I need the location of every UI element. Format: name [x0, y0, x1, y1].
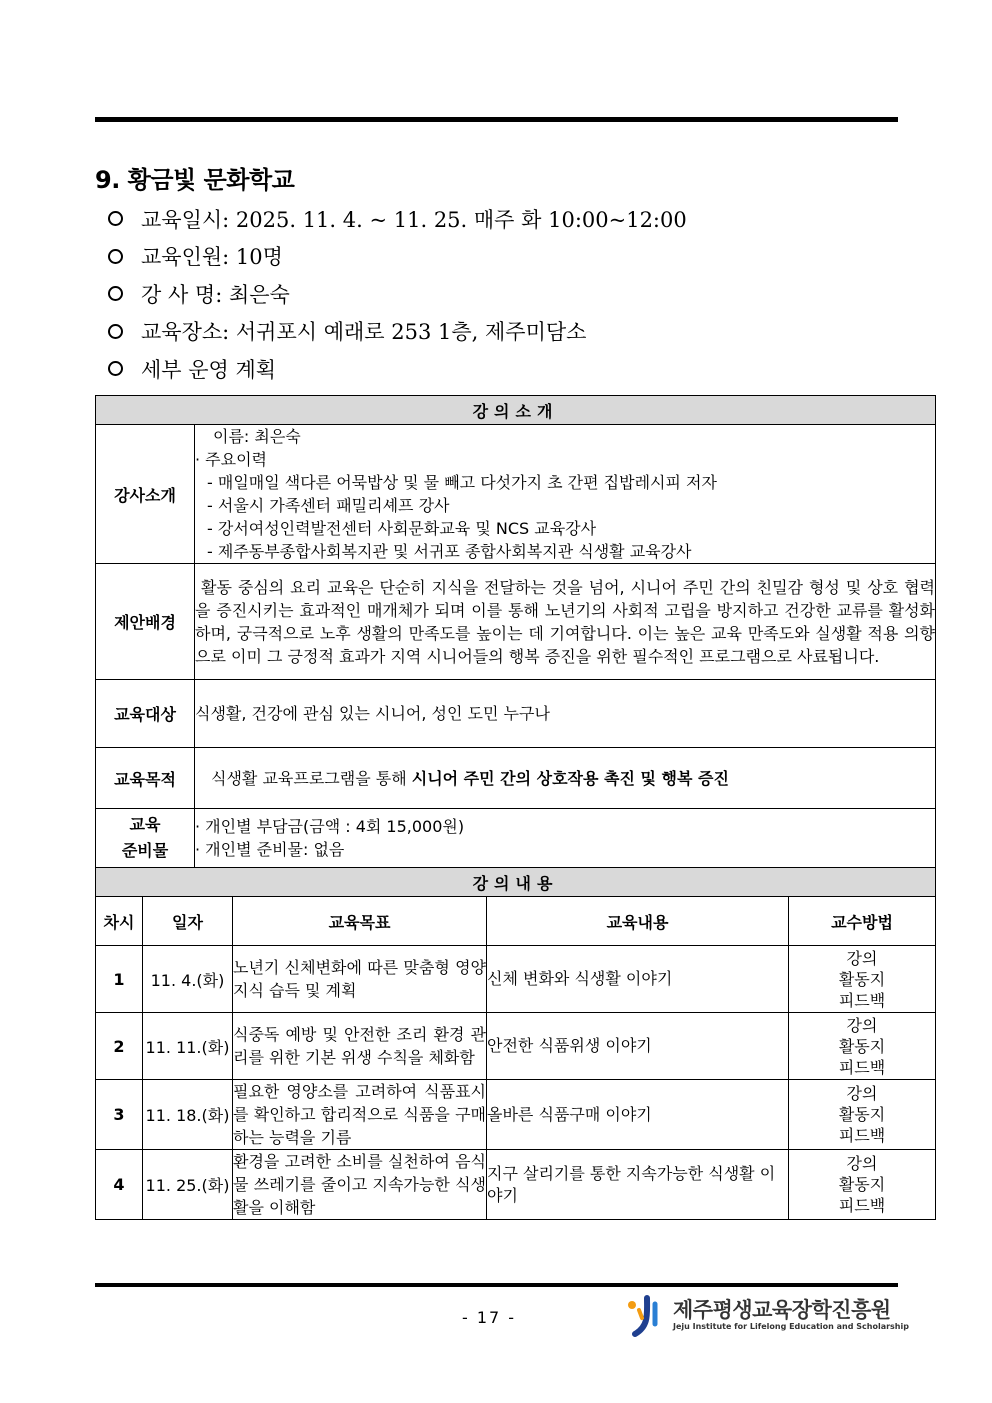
session-methods	[789, 1013, 936, 1080]
materials-list	[195, 809, 936, 868]
materials-label-line1: 교육	[129, 815, 161, 834]
session-methods	[789, 1080, 936, 1150]
header-rule	[95, 117, 898, 122]
materials-item: · 개인별 부담금(금액 : 4회 15,000원)	[195, 817, 465, 836]
session-objective: 노년기 신체변화에 따른 맞춤형 영양지식 습득 및 계획	[233, 946, 487, 1013]
background-text: 활동 중심의 요리 교육은 단순히 지식을 전달하는 것을 넘어, 시니어 주민 간의 친밀감 형성 및 상호 협력을 증진시키는 효과적인 매개체가 되며 이를 통해 노년기의 사회적 고립을 방지하고 건강한 교류를 활성화하며, 궁극적으로 노후 생활의 만족도를 높이는 데 기여합니다. 이는 높은 교육 만족도와 실생활 적용 의향으로 이미 그 긍정적 효과가 지역 시니어들의 행복 증진을 위한 필수적인 프로그램으로 사료됩니다.	[195, 564, 936, 680]
background-label: 제안배경	[96, 564, 195, 680]
goal-text-plain: 식생활 교육프로그램을 통해	[211, 768, 412, 788]
org-name-en: Jeju Institute for Lifelong Education and Scholarship	[673, 1322, 909, 1331]
materials-item: · 개인별 준비물: 없음	[195, 840, 345, 859]
method-item: 피드백	[838, 990, 886, 1010]
session-content: 신체 변화와 식생활 이야기	[487, 946, 789, 1013]
method-item: 활동지	[838, 1036, 886, 1056]
session-objective: 환경을 고려한 소비를 실천하여 음식물 쓰레기를 줄이고 지속가능한 식생활을 이해함	[233, 1150, 487, 1220]
career-heading: · 주요이력	[195, 450, 267, 469]
method-item: 강의	[846, 1154, 878, 1173]
bullet-instructor: 강 사 명: 최은숙	[108, 275, 687, 313]
instructor-label: 강사소개	[96, 425, 195, 564]
circle-bullet-icon	[108, 286, 123, 301]
method-item: 강의	[846, 1015, 878, 1035]
course-plan-table	[95, 867, 936, 1220]
career-item: - 제주동부종합사회복지관 및 서귀포 종합사회복지관 식생활 교육강사	[207, 542, 692, 561]
career-item: - 강서여성인력발전센터 사회문화교육 및 NCS 교육강사	[207, 519, 597, 538]
overview-list	[108, 200, 687, 388]
table-row	[96, 1013, 936, 1080]
method-item: 활동지	[838, 1175, 886, 1194]
goal-text-bold: 시니어 주민 간의 상호작용 촉진 및 행복 증진	[411, 768, 729, 788]
instructor-name: 이름: 최은숙	[213, 427, 301, 446]
session-methods	[789, 1150, 936, 1220]
method-item: 피드백	[838, 1057, 886, 1077]
career-item: - 매일매일 색다른 어묵밥상 및 물 빼고 다섯가지 초 간편 집밥레시피 저자	[207, 473, 717, 492]
col-header-method: 교수방법	[789, 897, 936, 946]
table-row	[96, 1080, 936, 1150]
bullet-plan: 세부 운영 계획	[108, 350, 687, 388]
col-header-no: 차시	[96, 897, 143, 946]
method-item: 활동지	[838, 969, 886, 989]
session-date: 11. 25.(화)	[143, 1150, 233, 1220]
session-content: 안전한 식품위생 이야기	[487, 1013, 789, 1080]
org-logo	[625, 1292, 909, 1340]
circle-bullet-icon	[108, 324, 123, 339]
session-methods	[789, 946, 936, 1013]
materials-label	[96, 809, 195, 868]
method-item: 활동지	[838, 1105, 886, 1124]
session-date: 11. 11.(화)	[143, 1013, 233, 1080]
bullet-location: 교육장소: 서귀포시 예래로 253 1층, 제주미담소	[108, 313, 687, 351]
career-item: - 서울시 가족센터 패밀리셰프 강사	[207, 496, 450, 515]
course-intro-table	[95, 395, 936, 868]
session-objective: 필요한 영양소를 고려하여 식품표시를 확인하고 합리적으로 식품을 구매하는 능력을 기름	[233, 1080, 487, 1150]
goal-text	[195, 748, 936, 809]
org-name: 제주평생교육장학진흥원	[673, 1298, 891, 1322]
materials-label-line2: 준비물	[121, 841, 169, 860]
page-number: - 17 -	[462, 1308, 517, 1327]
section-title: 9. 황금빛 문화학교	[95, 166, 295, 194]
bullet-capacity: 교육인원: 10명	[108, 238, 687, 276]
session-number: 1	[96, 946, 143, 1013]
method-item: 강의	[846, 948, 878, 968]
footer-rule	[95, 1283, 898, 1287]
method-item: 피드백	[838, 1196, 886, 1215]
goal-label: 교육목적	[96, 748, 195, 809]
session-content: 올바른 식품구매 이야기	[487, 1080, 789, 1150]
org-logo-icon	[625, 1294, 667, 1338]
table-header-plan: 강의내용	[96, 868, 936, 897]
session-date: 11. 18.(화)	[143, 1080, 233, 1150]
session-number: 4	[96, 1150, 143, 1220]
bullet-schedule: 교육일시: 2025. 11. 4. ~ 11. 25. 매주 화 10:00~12:00	[108, 200, 687, 238]
circle-bullet-icon	[108, 361, 123, 376]
col-header-objective: 교육목표	[233, 897, 487, 946]
session-objective: 식중독 예방 및 안전한 조리 환경 관리를 위한 기본 위생 수칙을 체화함	[233, 1013, 487, 1080]
session-content: 지구 살리기를 통한 지속가능한 식생활 이야기	[487, 1150, 789, 1220]
target-text: 식생활, 건강에 관심 있는 시니어, 성인 도민 누구나	[195, 680, 936, 748]
session-number: 3	[96, 1080, 143, 1150]
table-row	[96, 1150, 936, 1220]
method-item: 강의	[846, 1084, 878, 1103]
table-row	[96, 946, 936, 1013]
col-header-date: 일자	[143, 897, 233, 946]
col-header-content: 교육내용	[487, 897, 789, 946]
session-number: 2	[96, 1013, 143, 1080]
circle-bullet-icon	[108, 249, 123, 264]
circle-bullet-icon	[108, 211, 123, 226]
session-date: 11. 4.(화)	[143, 946, 233, 1013]
method-item: 피드백	[838, 1126, 886, 1145]
instructor-details	[195, 425, 936, 564]
target-label: 교육대상	[96, 680, 195, 748]
table-header-intro: 강의소개	[96, 396, 936, 425]
